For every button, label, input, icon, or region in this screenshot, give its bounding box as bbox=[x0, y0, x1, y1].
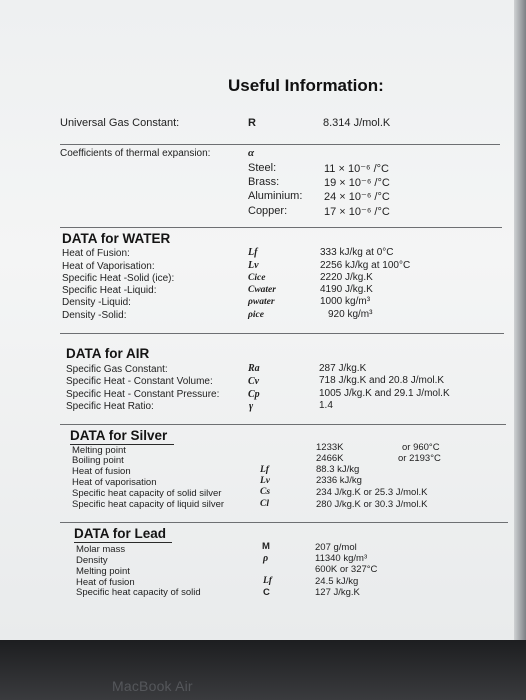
water-symbol: Cwater bbox=[248, 285, 276, 295]
lead-value: 127 J/kg.K bbox=[315, 587, 360, 598]
air-property: Specific Gas Constant: bbox=[66, 364, 168, 375]
divider bbox=[60, 522, 508, 523]
air-symbol: Ra bbox=[248, 363, 260, 374]
heading-underline bbox=[74, 542, 172, 543]
thermal-value: 24 × 10⁻⁶ /°C bbox=[324, 191, 390, 203]
lead-property: Melting point bbox=[76, 566, 130, 577]
water-symbol: ρwater bbox=[248, 297, 275, 307]
lead-symbol: M bbox=[262, 541, 270, 552]
water-value: 1000 kg/m³ bbox=[320, 296, 371, 307]
screen-edge bbox=[514, 0, 526, 640]
silver-value-alt: or 960°C bbox=[402, 442, 440, 453]
thermal-name: Aluminium: bbox=[248, 190, 303, 202]
thermal-value: 19 × 10⁻⁶ /°C bbox=[324, 177, 390, 189]
air-property: Specific Heat - Constant Pressure: bbox=[66, 389, 220, 400]
divider bbox=[60, 424, 506, 425]
air-value: 1005 J/kg.K and 29.1 J/mol.K bbox=[319, 388, 450, 399]
water-property: Heat of Fusion: bbox=[62, 248, 130, 259]
lead-symbol: C bbox=[263, 587, 270, 598]
section-heading-water: DATA for WATER bbox=[62, 231, 171, 246]
silver-property: Heat of fusion bbox=[72, 466, 131, 477]
water-property: Specific Heat -Solid (ice): bbox=[62, 273, 175, 284]
laptop-brand-label: MacBook Air bbox=[112, 678, 193, 694]
water-property: Specific Heat -Liquid: bbox=[62, 285, 157, 296]
air-value: 718 J/kg.K and 20.8 J/mol.K bbox=[319, 375, 445, 386]
water-property: Heat of Vaporisation: bbox=[62, 261, 155, 272]
lead-property: Specific heat capacity of solid bbox=[76, 587, 201, 598]
thermal-value: 11 × 10⁻⁶ /°C bbox=[324, 163, 389, 175]
water-property: Density -Liquid: bbox=[62, 297, 131, 308]
thermal-label: Coefficients of thermal expansion: bbox=[60, 148, 211, 159]
lead-value: 24.5 kJ/kg bbox=[315, 576, 359, 587]
lead-symbol: Lf bbox=[263, 576, 272, 586]
lead-value: 11340 kg/m³ bbox=[315, 553, 368, 564]
silver-property: Melting point bbox=[72, 445, 126, 456]
air-symbol: Cv bbox=[248, 376, 260, 387]
gas-constant-symbol: R bbox=[248, 117, 256, 129]
section-heading-lead: DATA for Lead bbox=[74, 526, 166, 541]
laptop-bezel bbox=[0, 640, 526, 700]
silver-value: 2336 kJ/kg bbox=[316, 475, 362, 486]
water-symbol: Lf bbox=[248, 247, 258, 258]
water-value: 4190 J/kg.K bbox=[320, 284, 373, 295]
thermal-value: 17 × 10⁻⁶ /°C bbox=[324, 206, 390, 218]
silver-value: 234 J/kg.K or 25.3 J/mol.K bbox=[316, 487, 428, 498]
thermal-name: Copper: bbox=[248, 205, 288, 217]
silver-property: Boiling point bbox=[72, 455, 124, 466]
gas-constant-value: 8.314 J/mol.K bbox=[323, 117, 391, 129]
silver-value-alt: or 2193°C bbox=[398, 453, 441, 464]
air-property: Specific Heat Ratio: bbox=[66, 401, 154, 412]
silver-value: 280 J/kg.K or 30.3 J/mol.K bbox=[316, 499, 428, 510]
section-heading-air: DATA for AIR bbox=[66, 346, 150, 361]
silver-symbol: Lf bbox=[260, 465, 269, 475]
water-value: 333 kJ/kg at 0°C bbox=[320, 247, 394, 258]
water-symbol: Cice bbox=[248, 273, 266, 283]
lead-value: 207 g/mol bbox=[315, 542, 357, 553]
page-title: Useful Information: bbox=[228, 76, 384, 95]
gas-constant-label: Universal Gas Constant: bbox=[60, 117, 180, 129]
thermal-symbol: α bbox=[248, 147, 255, 159]
air-symbol: Cp bbox=[248, 389, 260, 400]
lead-property: Density bbox=[76, 555, 108, 566]
divider bbox=[60, 333, 504, 334]
divider bbox=[60, 227, 502, 228]
silver-property: Specific heat capacity of liquid silver bbox=[72, 499, 225, 510]
lead-value: 600K or 327°C bbox=[315, 564, 378, 575]
silver-symbol: Cl bbox=[260, 499, 269, 509]
silver-property: Specific heat capacity of solid silver bbox=[72, 488, 222, 499]
water-symbol: ρice bbox=[248, 310, 264, 320]
silver-property: Heat of vaporisation bbox=[72, 477, 157, 488]
water-symbol: Lv bbox=[248, 260, 259, 271]
section-heading-silver: DATA for Silver bbox=[70, 428, 168, 443]
thermal-name: Steel: bbox=[248, 162, 277, 174]
water-value: 2256 kJ/kg at 100°C bbox=[320, 260, 411, 271]
silver-symbol: Cs bbox=[260, 487, 271, 497]
air-value: 1.4 bbox=[319, 400, 333, 411]
air-value: 287 J/kg.K bbox=[319, 363, 367, 374]
air-property: Specific Heat - Constant Volume: bbox=[66, 376, 213, 387]
water-value: 2220 J/kg.K bbox=[320, 272, 373, 283]
silver-value: 1233K bbox=[316, 442, 344, 453]
lead-symbol: ρ bbox=[263, 553, 269, 564]
lead-property: Heat of fusion bbox=[76, 577, 135, 588]
water-value: 920 kg/m³ bbox=[328, 309, 373, 320]
silver-value: 88.3 kJ/kg bbox=[316, 464, 360, 475]
air-symbol: γ bbox=[249, 401, 254, 412]
lead-property: Molar mass bbox=[76, 544, 126, 555]
silver-value: 2466K bbox=[316, 453, 344, 464]
silver-symbol: Lv bbox=[260, 476, 271, 486]
divider bbox=[60, 144, 500, 145]
water-property: Density -Solid: bbox=[62, 310, 127, 321]
thermal-name: Brass: bbox=[248, 176, 280, 188]
